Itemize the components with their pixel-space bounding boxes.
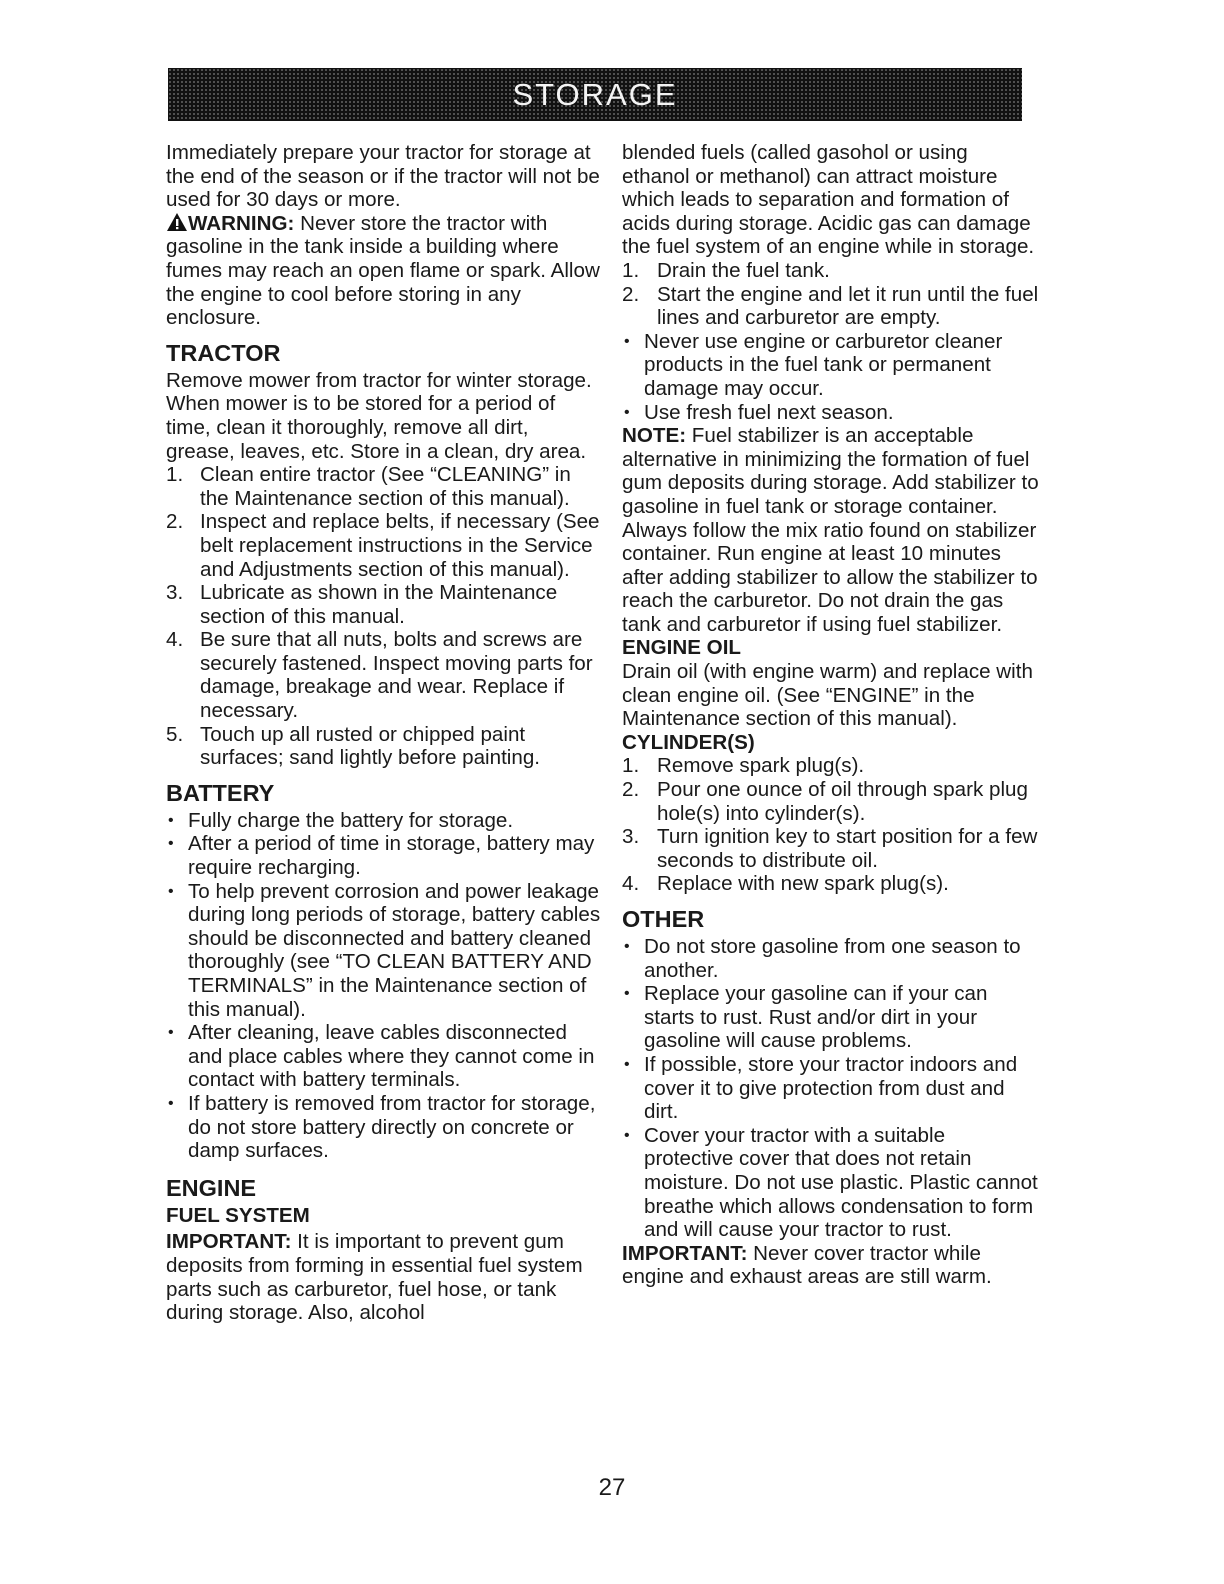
bullet-text: Replace your gasoline can if your can starts to rust. Rust and/or dirt in your gasoline will cause problems. bbox=[644, 982, 988, 1053]
step-text: Be sure that all nuts, bolts and screws are securely fastened. Inspect moving parts for damage, breakage and wear. Replace if necessary. bbox=[200, 628, 593, 723]
list-item bbox=[166, 809, 602, 833]
section-title: STORAGE bbox=[512, 76, 678, 112]
list-item bbox=[166, 510, 602, 581]
list-item bbox=[622, 283, 1040, 330]
list-item bbox=[622, 935, 1040, 982]
step-number: 4. bbox=[622, 872, 640, 896]
battery-heading: BATTERY bbox=[166, 779, 275, 806]
warning-text: Never store the tractor with gasoline in the tank inside a building where fumes may reach an open flame or spark. Allow the engine to cool before storing in any enclosure. bbox=[166, 211, 600, 330]
note-label: NOTE: bbox=[622, 424, 687, 448]
warning-label: WARNING: bbox=[188, 211, 295, 235]
bullet-icon: • bbox=[168, 882, 174, 900]
bullet-icon: • bbox=[624, 332, 630, 350]
list-item bbox=[166, 628, 602, 722]
bullet-text: If possible, store your tractor indoors and cover it to give protection from dust and dirt. bbox=[644, 1052, 1018, 1124]
bullet-icon: • bbox=[624, 1055, 630, 1073]
list-item bbox=[622, 330, 1040, 401]
tractor-heading: TRACTOR bbox=[166, 339, 281, 366]
other-important-paragraph: IMPORTANT: Never cover tractor while engine and exhaust areas are still warm. bbox=[622, 1241, 992, 1289]
engine-oil-heading: ENGINE OIL bbox=[622, 636, 741, 660]
bullet-icon: • bbox=[624, 1126, 630, 1144]
step-text: Drain the fuel tank. bbox=[657, 258, 830, 282]
bullet-text: To help prevent corrosion and power leakage during long periods of storage, battery cables should be disconnected and battery cleaned thoroughly (see “TO CLEAN BATTERY AND TERMINALS” in the Maintenance section of this manual). bbox=[188, 879, 601, 1021]
step-number: 3. bbox=[622, 825, 640, 849]
bullet-text: Cover your tractor with a suitable protective cover that does not retain moisture. Do not use plastic. Plastic cannot breathe which allows condensation to form and will cause your tractor to rust. bbox=[644, 1123, 1038, 1242]
bullet-text: After cleaning, leave cables disconnected and place cables where they cannot come in contact with battery terminals. bbox=[188, 1021, 595, 1092]
step-text: Pour one ounce of oil through spark plug hole(s) into cylinder(s). bbox=[657, 778, 1028, 825]
list-item bbox=[622, 778, 1040, 825]
bullet-icon: • bbox=[624, 403, 630, 421]
step-number: 4. bbox=[166, 628, 184, 652]
list-item bbox=[166, 581, 602, 628]
step-number: 1. bbox=[166, 463, 184, 487]
step-text: Replace with new spark plug(s). bbox=[657, 872, 949, 896]
fuel-system-heading: FUEL SYSTEM bbox=[166, 1203, 310, 1227]
list-item bbox=[166, 463, 602, 510]
list-item bbox=[166, 832, 602, 879]
page-number: 27 bbox=[598, 1474, 626, 1501]
step-text: Touch up all rusted or chipped paint surfaces; sand lightly before painting. bbox=[200, 722, 540, 770]
bullet-text: Fully charge the battery for storage. bbox=[188, 808, 514, 832]
bullet-icon: • bbox=[624, 938, 630, 955]
fuel-continued-paragraph: blended fuels (called gasohol or using ethanol or methanol) can attract moisture which leads to separation and formation of acids during storage. Acidic gas can damage the fuel system of an engine while in storage. bbox=[622, 141, 1035, 259]
list-item bbox=[166, 723, 602, 770]
step-text: Inspect and replace belts, if necessary (See belt replacement instructions in the Service and Adjustments section of this manual). bbox=[200, 510, 600, 581]
fuel-steps-list bbox=[622, 259, 1040, 330]
list-item bbox=[622, 754, 1040, 778]
battery-bullets-list bbox=[166, 809, 602, 1163]
right-column bbox=[622, 141, 1040, 1289]
list-item bbox=[622, 1053, 1040, 1124]
step-number: 1. bbox=[622, 258, 640, 282]
important-label: IMPORTANT: bbox=[166, 1230, 292, 1254]
note-paragraph: NOTE: Fuel stabilizer is an acceptable alternative in minimizing the formation of fuel gum deposits during storage. Add stabilizer to gasoline in fuel tank or storage container. Always follow the mix ratio found on stabilizer container. Run engine at least 10 minutes after adding stabilizer to allow the stabilizer to reach the carburetor. Do not drain the gas tank and carburetor if using fuel stabilizer. bbox=[622, 424, 1039, 636]
fuel-important-paragraph: IMPORTANT: It is important to prevent gum deposits from forming in essential fuel system parts such as carburetor, fuel hose, or tank during storage. Also, alcohol bbox=[166, 1230, 583, 1325]
engine-heading: ENGINE bbox=[166, 1174, 257, 1201]
step-text: Turn ignition key to start position for a few seconds to distribute oil. bbox=[657, 825, 1038, 872]
list-item bbox=[622, 1124, 1040, 1242]
other-bullets-list bbox=[622, 935, 1040, 1242]
section-banner bbox=[168, 68, 1022, 121]
bullet-text: After a period of time in storage, battery may require recharging. bbox=[188, 832, 595, 880]
step-number: 5. bbox=[166, 722, 184, 746]
left-column bbox=[166, 141, 602, 1325]
list-item bbox=[622, 259, 1040, 283]
bullet-icon: • bbox=[624, 985, 630, 1003]
important-label: IMPORTANT: bbox=[622, 1241, 748, 1265]
list-item bbox=[166, 1021, 602, 1092]
step-text: Lubricate as shown in the Maintenance section of this manual. bbox=[200, 581, 558, 628]
bullet-icon: • bbox=[168, 835, 174, 853]
bullet-text: Do not store gasoline from one season to another. bbox=[644, 935, 1021, 982]
list-item bbox=[622, 401, 1040, 425]
step-number: 2. bbox=[622, 282, 640, 306]
list-item bbox=[622, 825, 1040, 872]
cylinders-steps-list bbox=[622, 754, 1040, 896]
step-text: Remove spark plug(s). bbox=[657, 754, 865, 778]
bullet-icon: • bbox=[168, 1024, 174, 1042]
bullet-icon: • bbox=[168, 811, 174, 829]
step-number: 1. bbox=[622, 754, 640, 778]
tractor-steps-list bbox=[166, 463, 602, 770]
bullet-text: Never use engine or carburetor cleaner products in the fuel tank or permanent damage may occur. bbox=[644, 329, 1003, 400]
tractor-paragraph: Remove mower from tractor for winter storage. When mower is to be stored for a period of time, clean it thoroughly, remove all dirt, grease, leaves, etc. Store in a clean, dry area. bbox=[166, 368, 592, 463]
step-text: Clean entire tractor (See “CLEANING” in the Maintenance section of this manual). bbox=[200, 463, 571, 510]
bullet-text: If battery is removed from tractor for storage, do not store battery directly on concrete or damp surfaces. bbox=[188, 1091, 596, 1163]
list-item bbox=[166, 880, 602, 1022]
step-number: 2. bbox=[622, 778, 640, 802]
engine-oil-paragraph: Drain oil (with engine warm) and replace with clean engine oil. (See “ENGINE” in the Maintenance section of this manual). bbox=[622, 660, 1033, 731]
cylinders-heading: CYLINDER(S) bbox=[622, 730, 755, 754]
list-item bbox=[622, 872, 1040, 896]
list-item bbox=[166, 1092, 602, 1163]
bullet-icon: • bbox=[168, 1094, 174, 1112]
list-item bbox=[622, 982, 1040, 1053]
step-number: 2. bbox=[166, 510, 184, 534]
other-heading: OTHER bbox=[622, 906, 705, 932]
fuel-bullets-list bbox=[622, 330, 1040, 424]
bullet-text: Use fresh fuel next season. bbox=[644, 400, 894, 424]
step-number: 3. bbox=[166, 581, 184, 605]
warning-icon bbox=[166, 212, 188, 232]
intro-paragraph: Immediately prepare your tractor for storage at the end of the season or if the tractor will not be used for 30 days or more. WARNING: Never store the tractor with gasoline in the tank inside a building where fumes may reach an open flame or spark. Allow the engine to cool before storing in any enclosure. bbox=[166, 141, 600, 330]
step-text: Start the engine and let it run until the fuel lines and carburetor are empty. bbox=[657, 282, 1039, 330]
